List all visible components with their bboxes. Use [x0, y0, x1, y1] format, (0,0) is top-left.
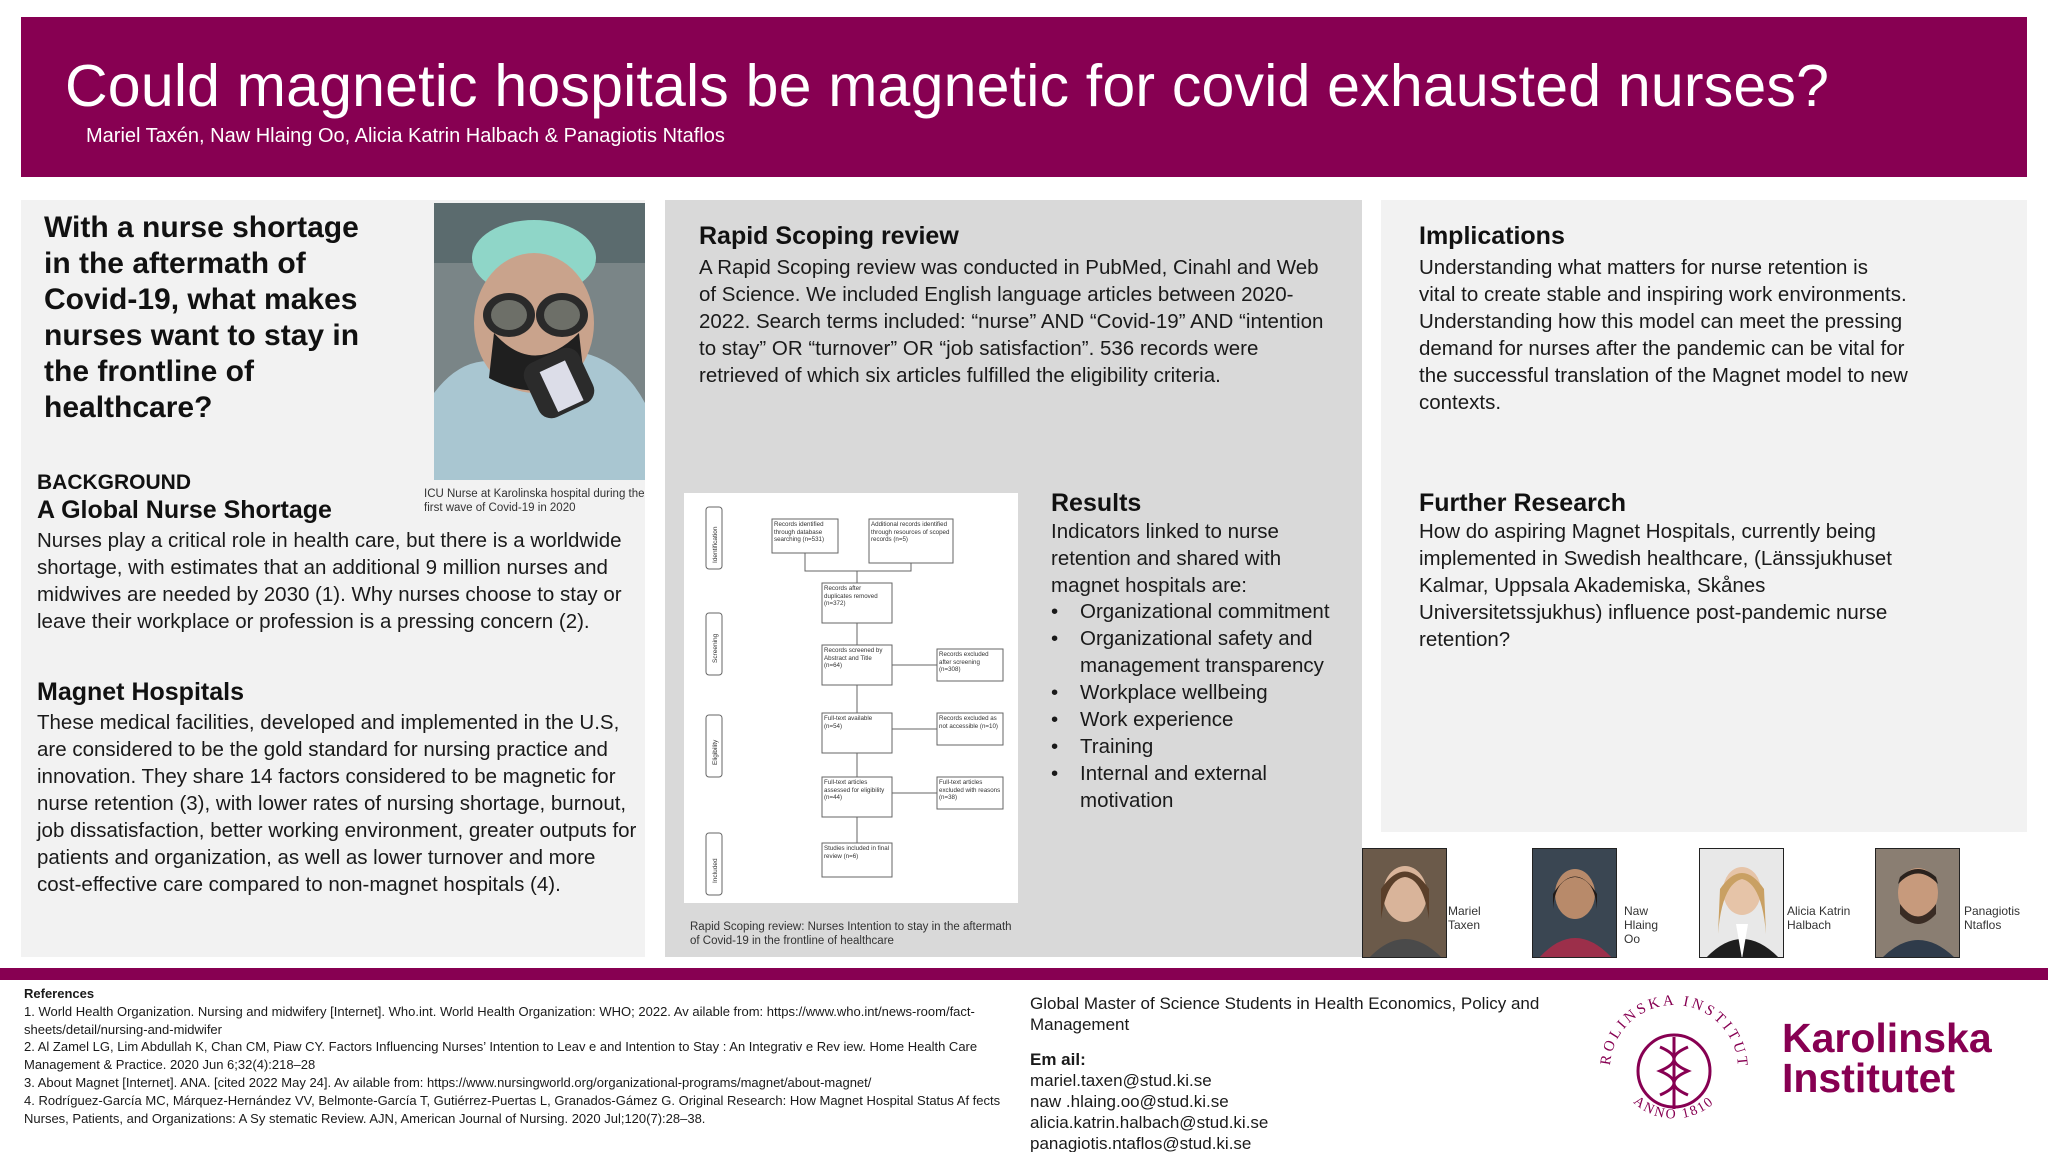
author-name: Alicia Katrin Halbach [1787, 904, 1851, 932]
avatar [1362, 848, 1447, 958]
ki-wordmark [1782, 1015, 1992, 1101]
results-intro: Indicators linked to nurse retention and shared with magnet hospitals are: [1051, 520, 1282, 597]
magnet-text: These medical facilities, developed and implemented in the U.S, are considered to be the gold standard for nursing practice and innovation. They share 14 factors considered to be magnetic for nurse retention (3), with lower rates of nursing shortage, burnout, job dissatisfaction, better working environment, greater outputs for patients and organization, as well as lower turnover and more cost-effective care compared to non-magnet hospitals (4). [37, 711, 637, 896]
program-name: Global Master of Science Students in Health Economics, Policy and Management [1030, 994, 1540, 1034]
result-item: • Internal and external motivation [1051, 760, 1351, 814]
result-item: • Organizational safety and management transparency [1051, 625, 1351, 679]
photo-caption: ICU Nurse at Karolinska hospital during the first wave of Covid-19 in 2020 [424, 488, 645, 514]
review-text: A Rapid Scoping review was conducted in PubMed, Cinahl and Web of Science. We included English language articles between 2020-2022. Search terms included: “nurse” AND “Covid-19” AND “intention to stay” OR “turnover” OR “job satisfaction”. 536 records were retrieved of which six articles fulfilled the eligibility criteria. [699, 256, 1324, 387]
implications-text: Understanding what matters for nurse retention is vital to create stable and inspiring work environments. Understanding how this model can meet the pressing demand for nurses after the pandemic can be vital for the successful translation of the Magnet model to new contexts. [1419, 256, 1908, 414]
ki-wordmark-line2: Institutet [1782, 1055, 1956, 1101]
stage-screening: Screening [712, 633, 719, 663]
contact-block [1030, 993, 1550, 1152]
email-label: Em ail: [1030, 1050, 1086, 1069]
flow-box-screened: Records screened by Abstract and Title (n=64) [824, 647, 883, 670]
avatar [1699, 848, 1784, 958]
flow-box-excluded-3: Full-text articles excluded with reasons (n=38) [939, 779, 1001, 802]
avatar [1532, 848, 1617, 958]
further-research-heading: Further Research [1419, 489, 1627, 517]
ki-wordmark-line1: Karolinska [1782, 1015, 1992, 1061]
flow-box-included: Studies included in final review (n=6) [824, 845, 890, 860]
stage-eligibility: Eligibility [712, 739, 719, 765]
icu-nurse-photo [434, 203, 645, 480]
footer-divider [0, 968, 2048, 980]
research-question: With a nurse shortage in the aftermath of Covid-19, what makes nurses want to stay in the frontline of healthcare? [44, 211, 360, 424]
review-heading: Rapid Scoping review [699, 222, 959, 250]
avatar [1875, 848, 1960, 958]
flow-box-assessed: Full-text articles assessed for eligibility (n=44) [824, 779, 885, 802]
references-heading: References [24, 986, 95, 1001]
flow-box-other: Additional records identified through resources of scoped records (n=5) [871, 521, 950, 544]
results-heading: Results [1051, 489, 1142, 517]
author-name: Mariel Taxen [1448, 904, 1481, 932]
shortage-text: Nurses play a critical role in health care, but there is a worldwide shortage, with estimates that an additional 9 million nurses and midwives are needed by 2030 (1). Why nurses choose to stay or leave their workplace or profession is a pressing concern (2). [37, 529, 622, 633]
result-item: • Organizational commitment [1051, 598, 1351, 625]
email-address[interactable]: alicia.katrin.halbach@stud.ki.se [1030, 1113, 1269, 1132]
further-research-text: How do aspiring Magnet Hospitals, currently being implemented in Swedish healthcare, (Länssjukhuset Kalmar, Uppsala Akademiska, Skånes Universitetssjukhus) influence post-pandemic nurse retention? [1419, 520, 1892, 651]
author-name: Naw Hlaing Oo [1624, 904, 1659, 946]
result-item: • Work experience [1051, 706, 1351, 733]
email-address[interactable]: naw .hlaing.oo@stud.ki.se [1030, 1092, 1229, 1111]
results-list [1051, 598, 1351, 814]
flow-box-duplicates: Records after duplicates removed (n=372) [824, 585, 878, 608]
implications-heading: Implications [1419, 222, 1565, 250]
svg-text:KAROLINSKA INSTITUTET: ROLINSKA INSTITUT [1597, 992, 1751, 1070]
email-address[interactable]: mariel.taxen@stud.ki.se [1030, 1071, 1212, 1090]
result-item: • Training [1051, 733, 1351, 760]
result-item: • Workplace wellbeing [1051, 679, 1351, 706]
email-address[interactable]: panagiotis.ntaflos@stud.ki.se [1030, 1134, 1252, 1152]
background-label: BACKGROUND [37, 471, 191, 494]
reference-item: 2. Al Zamel LG, Lim Abdullah K, Chan CM, Piaw CY. Factors Influencing Nurses’ Intention to Leav e and Intention to Stay : An Integrativ e Rev iew. Home Health Care Management & Practice. 2020 Jun 6;32(4):218–28 [24, 1039, 978, 1073]
references [24, 985, 1024, 1127]
author-name: Panagiotis Ntaflos [1964, 904, 2021, 932]
flow-box-excluded-2: Records excluded as not accessible (n=10) [939, 715, 998, 730]
prisma-flow-diagram [684, 493, 1018, 903]
magnet-heading: Magnet Hospitals [37, 678, 244, 706]
ki-seal-logo [1588, 985, 1760, 1145]
flow-box-db: Records identified through database searching (n=531) [774, 521, 825, 544]
flow-box-fulltext: Full-text available (n=54) [824, 715, 873, 730]
reference-item: 3. About Magnet [Internet]. ANA. [cited 2022 May 24]. Av ailable from: https://www.nursingworld.org/organizational-programs/magnet/about-magnet/ [24, 1074, 872, 1090]
svg-text:ANNO 1810: ANNO 1810 [1630, 1093, 1718, 1123]
stage-identification: Identification [712, 526, 719, 563]
flow-caption: Rapid Scoping review: Nurses Intention to stay in the aftermath of Covid-19 in the frontline of healthcare [690, 921, 1012, 947]
poster-title: Could magnetic hospitals be magnetic for covid exhausted nurses? [65, 53, 1830, 119]
stage-included: Included [712, 858, 719, 883]
shortage-heading: A Global Nurse Shortage [37, 496, 332, 524]
poster-authors: Mariel Taxén, Naw Hlaing Oo, Alicia Katrin Halbach & Panagiotis Ntaflos [86, 125, 725, 147]
flow-box-excluded-1: Records excluded after screening (n=308) [939, 651, 989, 674]
reference-item: 4. Rodríguez-García MC, Márquez-Hernández VV, Belmonte-García T, Gutiérrez-Puertas L, Granados-Gámez G. Original Research: How Magnet Hospital Status Af fects Nurses, Patients, and Organizations: A Sy stematic Review. AJN, American Journal of Nursing. 2020 Jul;120(7):28–38. [24, 1092, 1001, 1126]
reference-item: 1. World Health Organization. Nursing and midwifery [Internet]. Who.int. World Health Organization: WHO; 2022. Av ailable from: https://www.who.int/news-room/fact-sheets/detail/nursing-and-midwifer [24, 1003, 975, 1037]
